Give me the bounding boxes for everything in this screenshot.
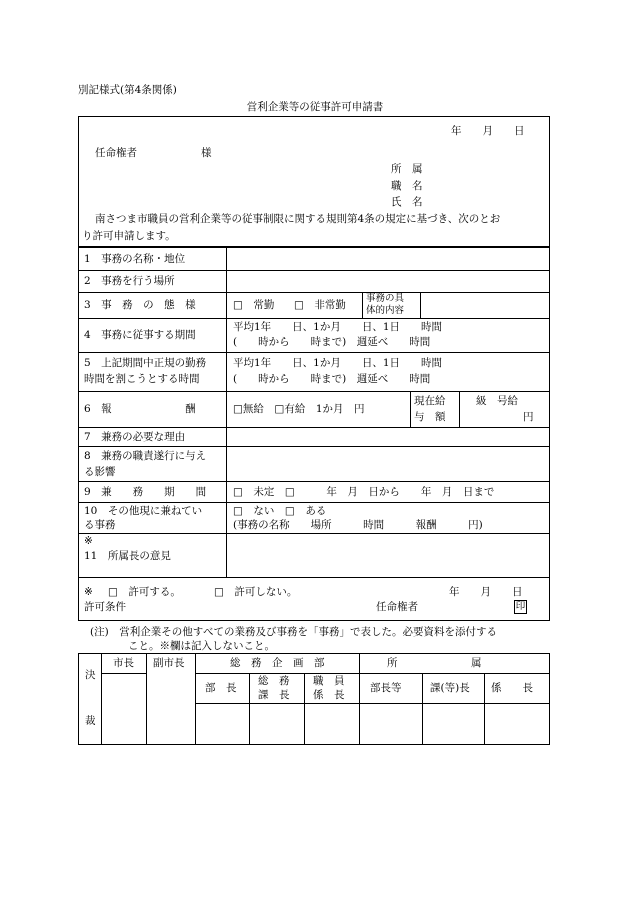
row-8-label-1: 8 兼務の職責遂行に与え [84,450,207,462]
dept-group-label: 総 務 企 画 部 [230,657,325,669]
note-line-2: こと。※欄は記入しないこと。 [128,640,275,652]
row-10-label-1: 10 その他現に兼ねてい [84,505,203,517]
intro-text-2: り許可申請します。 [82,230,176,242]
row-5-period-2: ( 時から 時まで) 週延べ 時間 [233,373,431,385]
staff-label-1: 職 員 [313,675,345,687]
seal-mark: 印 [515,601,526,612]
conditions-label: 許可条件 [84,601,126,613]
form-title: 営利企業等の従事許可申請書 [246,101,384,113]
intro-text-1: 南さつま市職員の営利企業等の従事制限に関する規則第4条の規定に基づき、次のとお [95,213,501,225]
row-4-label: 4 事務に従事する期間 [84,329,196,341]
other-duties-options[interactable]: □ ない □ ある [233,505,327,517]
chief-label: 係 長 [491,682,533,694]
mayor-label: 市長 [113,657,134,669]
fulltime-checkbox[interactable]: □ 常勤 [233,299,275,311]
date-line: 年 月 日 [451,125,525,137]
deny-checkbox[interactable]: □ 許可しない。 [214,586,298,598]
row-9-label: 9 兼 務 期 間 [84,486,207,498]
name-label: 氏 名 [391,196,423,208]
position-label: 職 名 [391,180,423,192]
note-line-1: (注) 営利企業その他すべての業務及び事務を「事務」で表した。必要資料を添付する [90,626,497,638]
row-11-label: 11 所属長の意見 [84,550,171,562]
current-salary-label-2: 与 額 [414,411,446,423]
row-5-label-1: 5 上記期間中正規の勤務 [84,357,207,369]
other-duties-detail: (事務の名称 場所 時間 報酬 円) [233,519,483,531]
salary-yen: 円 [523,411,534,423]
row-11-mark: ※ [84,535,93,547]
work-detail-label-1: 事務の具 [366,293,405,304]
dept-head-label: 部 長 [205,682,237,694]
vice-mayor-label: 副市長 [153,657,185,669]
current-salary-label-1: 現在給 [414,395,446,407]
salary-grade: 級 号給 [476,395,518,407]
honorific: 様 [201,147,212,159]
approval-date: 年 月 日 [449,586,523,598]
concurrent-period[interactable]: □ 未定 □ 年 月 日から 年 月 日まで [233,486,495,498]
row-5-label-2: 時間を割こうとする時間 [84,373,200,385]
approve-checkbox[interactable]: □ 許可する。 [108,586,181,598]
gm-label-2: 課 長 [258,689,290,701]
gm-label-1: 総 務 [258,675,290,687]
row-6-label: 6 報 酬 [84,403,196,415]
belong-label: 所 属 [387,657,482,669]
row-5-period-1: 平均1年 日、1か月 日、1日 時間 [233,357,443,369]
dept-label: 所 属 [391,163,423,175]
row-4-period-1: 平均1年 日、1か月 日、1日 時間 [233,321,443,333]
row-3-label: 3 事 務 の 態 様 [84,299,196,311]
form-reference: 別記様式(第4条関係) [78,84,177,96]
authority-label: 任命権者 [376,601,418,613]
kessai-label-2: 裁 [85,715,96,727]
section-head-label: 課(等)長 [430,682,470,694]
kessai-label-1: 決 [85,669,96,681]
approval-mark: ※ [84,586,93,598]
row-7-label: 7 兼務の必要な理由 [84,431,186,443]
row-1-label: 1 事務の名称・地位 [84,253,186,265]
belong-head-label: 部長等 [370,682,402,694]
parttime-checkbox[interactable]: □ 非常勤 [294,299,346,311]
row-4-period-2: ( 時から 時まで) 週延べ 時間 [233,336,431,348]
row-8-label-2: る影響 [84,466,116,478]
addressee-label: 任命権者 [95,147,137,159]
row-10-label-2: る事務 [84,519,116,531]
staff-label-2: 係 長 [313,689,345,701]
compensation-options[interactable]: □無給 □有給 1か月 円 [233,403,365,415]
work-detail-label-2: 体的内容 [366,305,405,316]
row-2-label: 2 事務を行う場所 [84,275,175,287]
